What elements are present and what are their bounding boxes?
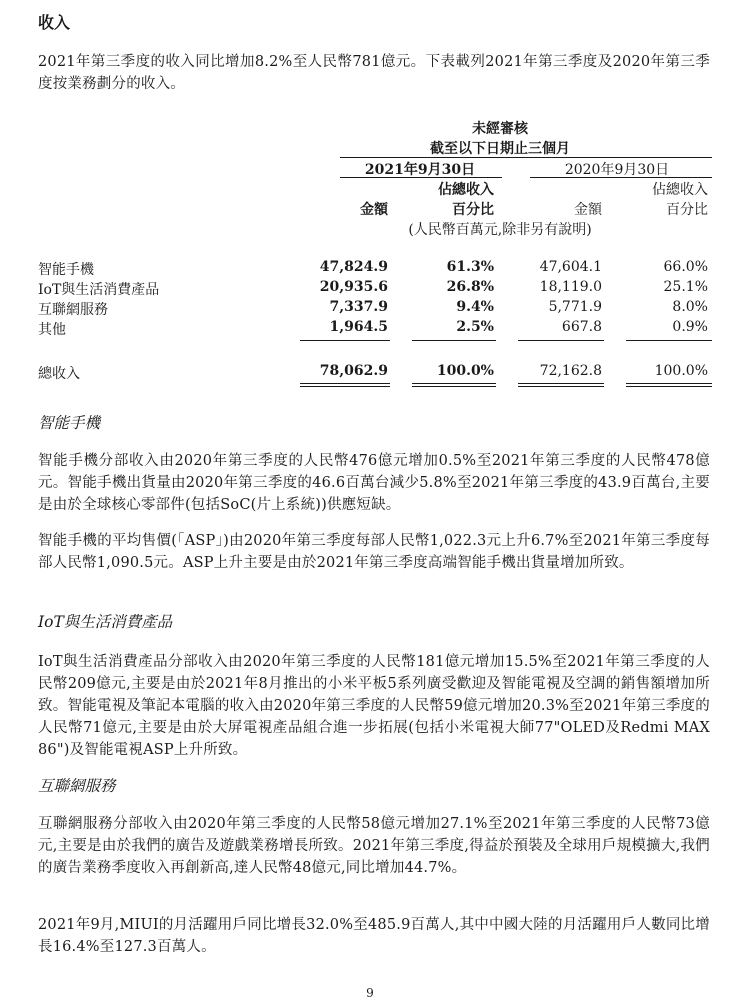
subtotal-rule	[626, 340, 712, 341]
section-title: 收入	[38, 13, 71, 32]
date-2020: 2020年9月30日	[564, 162, 670, 178]
row-pct-2021: 9.4%	[456, 299, 494, 315]
row-amount-2020: 5,771.9	[548, 299, 602, 315]
total-amount-2020: 72,162.8	[539, 363, 602, 379]
page-number: 9	[366, 986, 374, 1000]
row-pct-2021: 26.8%	[446, 279, 494, 295]
row-amount-2020: 47,604.1	[539, 259, 602, 275]
row-label: 智能手機	[38, 262, 94, 278]
unit-note: (人民幣百萬元,除非另有說明)	[408, 222, 592, 238]
total-double-rule	[626, 383, 712, 384]
row-pct-2020: 0.9%	[672, 319, 708, 335]
internet-paragraph-2: 2021年9月,MIUI的月活躍用戶同比增長32.0%至485.9百萬人,其中中國大陸的月活躍用戶人數同比增長16.4%至127.3百萬人。	[38, 917, 710, 955]
row-pct-2020: 66.0%	[663, 259, 708, 275]
date-2021: 2021年9月30日	[364, 162, 476, 178]
intro-paragraph: 2021年第三季度的收入同比增加8.2%至人民幣781億元。下表載列2021年第三季度及2020年第三季度按業務劃分的收入。	[38, 54, 710, 92]
row-amount-2021: 1,964.5	[329, 319, 388, 335]
internet-heading: 互聯網服務	[38, 777, 116, 795]
total-double-rule	[300, 386, 390, 387]
date-2021-rule	[340, 177, 502, 178]
total-double-rule	[300, 383, 390, 384]
smartphones-paragraph-2: 智能手機的平均售價(「ASP」)由2020年第三季度每部人民幣1,022.3元上升6.7%至2021年第三季度每部人民幣1,090.5元。ASP上升主要是由於2021年第三季度高端智能手機出貨量增加所致。	[38, 533, 710, 571]
row-label: 其他	[38, 322, 66, 338]
row-pct-2021: 61.3%	[446, 259, 494, 275]
subtotal-rule	[412, 340, 496, 341]
row-label: IoT與生活消費產品	[38, 282, 160, 298]
header-rule	[340, 157, 712, 158]
table-unaudited-label: 未經審核	[472, 121, 528, 137]
total-double-rule	[518, 386, 604, 387]
row-label: 互聯網服務	[38, 302, 108, 318]
row-amount-2020: 667.8	[561, 319, 602, 335]
row-pct-2021: 2.5%	[456, 319, 494, 335]
total-pct-2020: 100.0%	[654, 363, 708, 379]
pct-header-2021-line2: 百分比	[452, 202, 494, 218]
amount-header-2020: 金額	[574, 202, 602, 218]
pct-header-2020-line2: 百分比	[666, 202, 708, 218]
row-amount-2020: 18,119.0	[539, 279, 602, 295]
row-pct-2020: 8.0%	[672, 299, 708, 315]
row-pct-2020: 25.1%	[663, 279, 708, 295]
iot-paragraph: IoT與生活消費產品分部收入由2020年第三季度的人民幣181億元增加15.5%至2021年第三季度的人民幣209億元,主要是由於2021年8月推出的小米平板5系列廣受歡迎及智能電視及空調的銷售額增加所致。智能電視及筆記本電腦的收入由2020年第三季度的人民幣59億元增加20.3%至2021年第三季度的人民幣71億元,主要是由於大屏電視產品組合進一步拓展(包括小米電視大師77"OLED及Redmi MAX 86")及智能電視ASP上升所致。	[38, 654, 710, 758]
date-2020-rule	[530, 177, 712, 178]
total-amount-2021: 78,062.9	[319, 363, 388, 379]
row-amount-2021: 7,337.9	[329, 299, 388, 315]
row-amount-2021: 20,935.6	[319, 279, 388, 295]
amount-header-2021: 金額	[360, 202, 388, 218]
row-amount-2021: 47,824.9	[319, 259, 388, 275]
total-double-rule	[626, 386, 712, 387]
total-pct-2021: 100.0%	[436, 363, 494, 379]
pct-header-2021-line1: 佔總收入	[438, 182, 494, 198]
table-period-label: 截至以下日期止三個月	[430, 141, 570, 157]
iot-heading: IoT與生活消費產品	[38, 613, 173, 631]
pct-header-2020-line1: 佔總收入	[652, 182, 708, 198]
subtotal-rule	[518, 340, 604, 341]
total-double-rule	[518, 383, 604, 384]
total-double-rule	[412, 386, 496, 387]
smartphones-heading: 智能手機	[38, 414, 101, 432]
internet-paragraph-1: 互聯網服務分部收入由2020年第三季度的人民幣58億元增加27.1%至2021年第三季度的人民幣73億元,主要是由於我們的廣告及遊戲業務增長所致。2021年第三季度,得益於預裝及全球用戶規模擴大,我們的廣告業務季度收入再創新高,達人民幣48億元,同比增加44.7%。	[38, 816, 710, 876]
total-double-rule	[412, 383, 496, 384]
subtotal-rule	[300, 340, 390, 341]
total-label: 總收入	[38, 366, 80, 382]
smartphones-paragraph-1: 智能手機分部收入由2020年第三季度的人民幣476億元增加0.5%至2021年第三季度的人民幣478億元。智能手機出貨量由2020年第三季度的46.6百萬台減少5.8%至2021年第三季度的43.9百萬台,主要是由於全球核心零部件(包括SoC(片上系統))供應短缺。	[38, 453, 710, 513]
